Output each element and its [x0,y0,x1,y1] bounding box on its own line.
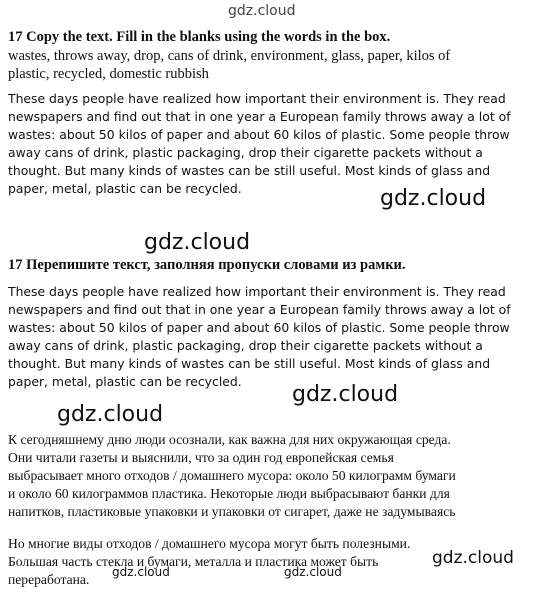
word-box-line: plastic, recycled, domestic rubbish [8,66,209,82]
task-heading-en: 17 Copy the text. Fill in the blanks using the words in the box. [8,29,391,45]
task-heading-ru: 17 Перепишите текст, заполняя пропуски словами из рамки. [8,257,406,273]
answer-line: thought. But many kinds of wastes can be still useful. Most kinds of glass and [8,356,491,371]
answer-line: away cans of drink, plastic packaging, drop their cigarette packets without a [8,338,483,353]
answer-line: wastes: about 50 kilos of paper and about 60 kilos of plastic. Some people throw [8,127,510,142]
watermark: gdz.cloud [432,548,514,568]
translation-line: Но многие виды отходов / домашнего мусора могут быть полезными. [8,536,411,551]
watermark: gdz.cloud [144,230,251,255]
word-box-line: wastes, throws away, drop, cans of drink, environment, glass, paper, kilos of [8,48,451,64]
translation-line: напитков, пластиковые упаковки и упаковки от сигарет, даже не задумываясь [8,504,456,519]
watermark: gdz.cloud [284,565,342,579]
watermark: gdz.cloud [57,402,164,427]
translation-line: К сегодняшнему дню люди осознали, как важна для них окружающая среда. [8,432,451,447]
watermark: gdz.cloud [380,186,487,211]
watermark: gdz.cloud [112,565,170,579]
watermark: gdz.cloud [292,382,399,407]
translation-line: выбрасывает много отходов / домашнего мусора: около 50 килограмм бумаги [8,468,456,483]
watermark-top: gdz.cloud [228,3,296,19]
answer-line: newspapers and find out that in one year a European family throws away a lot of [8,302,511,317]
answer-line: wastes: about 50 kilos of paper and about 60 kilos of plastic. Some people throw [8,320,510,335]
answer-line: paper, metal, plastic can be recycled. [8,181,242,196]
translation-line: и около 60 килограммов пластика. Некоторые люди выбрасывают банки для [8,486,450,501]
translation-line: Большая часть стекла и бумаги, металла и пластика может быть [8,554,379,569]
answer-line: newspapers and find out that in one year a European family throws away a lot of [8,109,511,124]
answer-line: These days people have realized how important their environment is. They read [8,91,506,106]
answer-line: These days people have realized how important their environment is. They read [8,284,506,299]
answer-line: paper, metal, plastic can be recycled. [8,374,242,389]
translation-line: Они читали газеты и выяснили, что за один год европейская семья [8,450,394,465]
translation-line: переработана. [8,572,90,587]
answer-line: thought. But many kinds of wastes can be still useful. Most kinds of glass and [8,163,491,178]
answer-line: away cans of drink, plastic packaging, drop their cigarette packets without a [8,145,483,160]
